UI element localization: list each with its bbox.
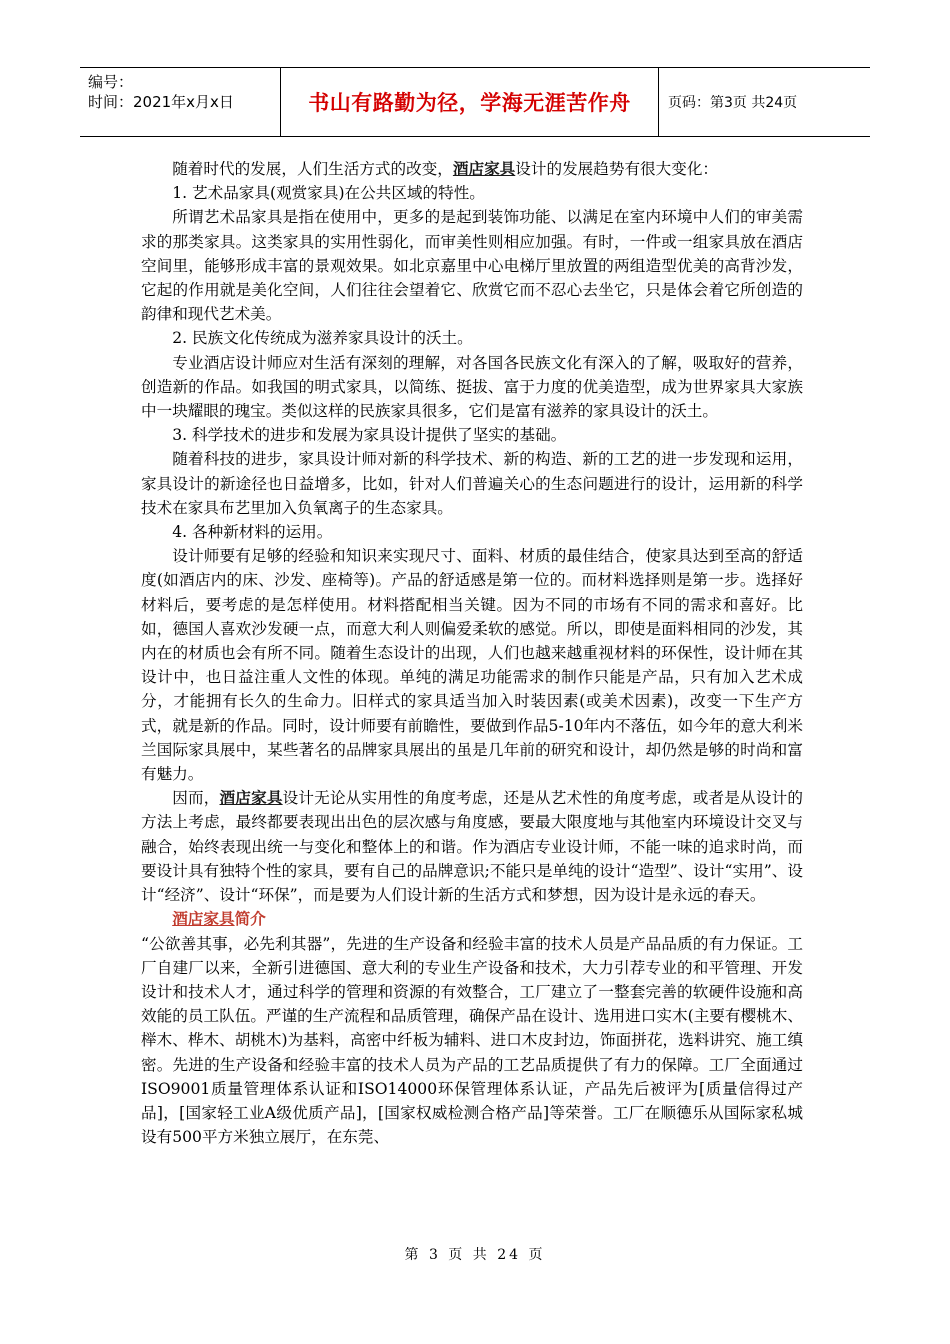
keyword-link-hotel-furniture[interactable]: 酒店家具 <box>219 788 283 808</box>
header-page-info: 页码：第3页 共24页 <box>668 95 798 111</box>
paragraph-text: 随着时代的发展，人们生活方式的改变， <box>172 160 453 178</box>
section-title-suffix: 简介 <box>234 909 266 929</box>
paragraph-intro <box>141 157 803 181</box>
section-keyword-link[interactable]: 酒店家具 <box>172 909 235 929</box>
paragraph-conclusion <box>141 786 803 907</box>
paragraph-technology: 随着科技的进步，家具设计师对新的科学技术、新的构造、新的工艺的进一步发现和运用，家具设计的新途径也日益增多，比如，针对人们普遍关心的生态问题进行的设计，运用新的科学技术在家具布艺里加入负氧离子的生态家具。 <box>141 450 803 517</box>
paragraph-ethnic-culture: 专业酒店设计师应对生活有深刻的理解，对各国各民族文化有深入的了解，吸取好的营养，创造新的作品。如我国的明式家具，以简练、挺拔、富于力度的优美造型，成为世界家具大家族中一块耀眼的瑰宝。类似这样的民族家具很多，它们是富有滋养的家具设计的沃土。 <box>141 353 803 421</box>
document-header <box>80 67 870 137</box>
document-code-label: 编号： <box>88 73 134 91</box>
heading-point-1: 1. 艺术品家具(观赏家具)在公共区域的特性。 <box>172 184 485 203</box>
section-heading <box>141 907 803 931</box>
header-meta <box>80 68 281 136</box>
paragraph-art-furniture: 所谓艺术品家具是指在使用中，更多的是起到装饰功能、以满足在室内环境中人们的审美需求的那类家具。这类家具的实用性弱化，而审美性则相应加强。有时，一件或一组家具放在酒店空间里，能够形成丰富的景观效果。如北京嘉里中心电梯厅里放置的两组造型优美的高背沙发，它起的作用就是美化空间，人们往往会望着它、欣赏它而不忍心去坐它，只是体会着它所创造的韵律和现代艺术美。 <box>141 208 803 324</box>
paragraph-text: 设计无论从实用性的角度考虑，还是从艺术性的角度考虑，或者是从设计的方法上考虑，最终都要表现出出色的层次感与角度感，要最大限度地与其他室内环境设计交叉与融合，始终表现出统一与变化和整体上的和谐。作为酒店专业设计师，不能一味的追求时尚，而要设计具有独特个性的家具，要有自己的品牌意识;不能只是单纯的设计“造型”、设计“实用”、设计“经济”、设计“环保”，而是要为人们设计新的生活方式和梦想，因为设计是永远的春天。 <box>141 789 803 905</box>
heading-point-3: 3. 科学技术的进步和发展为家具设计提供了坚实的基础。 <box>172 426 567 445</box>
page-footer: 第 3 页 共 24 页 <box>404 1247 546 1263</box>
keyword-link-hotel-furniture[interactable]: 酒店家具 <box>452 159 516 178</box>
paragraph-text: 设计的发展趋势有很大变化： <box>515 160 719 178</box>
header-motto: 书山有路勤为径，学海无涯苦作舟 <box>281 68 659 136</box>
paragraph-company-intro: “公欲善其事，必先利其器”，先进的生产设备和经验丰富的技术人员是产品品质的有力保证。工厂自建厂以来，全新引进德国、意大利的专业生产设备和技术，大力引荐专业的和平管理、开发设计和技术人才，通过科学的管理和资源的有效整合，工厂建立了一整套完善的软硬件设施和高效能的员工队伍。严谨的生产流程和品质管理，确保产品在设计、选用进口实木(主要有樱桃木、榉木、桦木、胡桃木)为基料，高密中纤板为辅料、进口木皮封边，饰面拼花，选料讲究、施工缜密。先进的生产设备和经验丰富的技术人员为产品的工艺品质提供了有力的保障。工厂全面通过ISO9001质量管理体系认证和ISO14000环保管理体系认证，产品先后被评为[质量信得过产品]，[国家轻工业A级优质产品]，[国家权威检测合格产品]等荣誉。工厂在顺德乐从国际家私城设有500平方米独立展厅，在东莞、 <box>141 934 803 1147</box>
paragraph-materials: 设计师要有足够的经验和知识来实现尺寸、面料、材质的最佳结合，使家具达到至高的舒适度(如酒店内的床、沙发、座椅等)。产品的舒适感是第一位的。而材料选择则是第一步。选择好材料后，要考虑的是怎样使用。材料搭配相当关键。因为不同的市场有不同的需求和喜好。比如，德国人喜欢沙发硬一点，而意大利人则偏爱柔软的感觉。所以，即使是面料相同的沙发，其内在的材质也会有所不同。随着生态设计的出现，人们也越来越重视材料的环保性，设计师在其设计中，也日益注重人文性的体现。单纯的满足功能需求的制作只能是产品，只有加入艺术成分，才能拥有长久的生命力。旧样式的家具适当加入时装因素(或美术因素)，改变一下生产方式，就是新的作品。同时，设计师要有前瞻性，要做到作品5-10年内不落伍，如今年的意大利米兰国际家具展中，某些著名的品牌家具展出的虽是几年前的研究和设计，却仍然是够的时尚和富有魅力。 <box>141 547 803 784</box>
heading-point-4: 4. 各种新材料的运用。 <box>172 523 333 542</box>
heading-point-2: 2. 民族文化传统成为滋养家具设计的沃土。 <box>172 329 473 348</box>
document-body <box>141 157 803 1149</box>
document-date: 时间：2021年x月x日 <box>88 93 234 111</box>
paragraph-text: 因而， <box>172 789 220 808</box>
